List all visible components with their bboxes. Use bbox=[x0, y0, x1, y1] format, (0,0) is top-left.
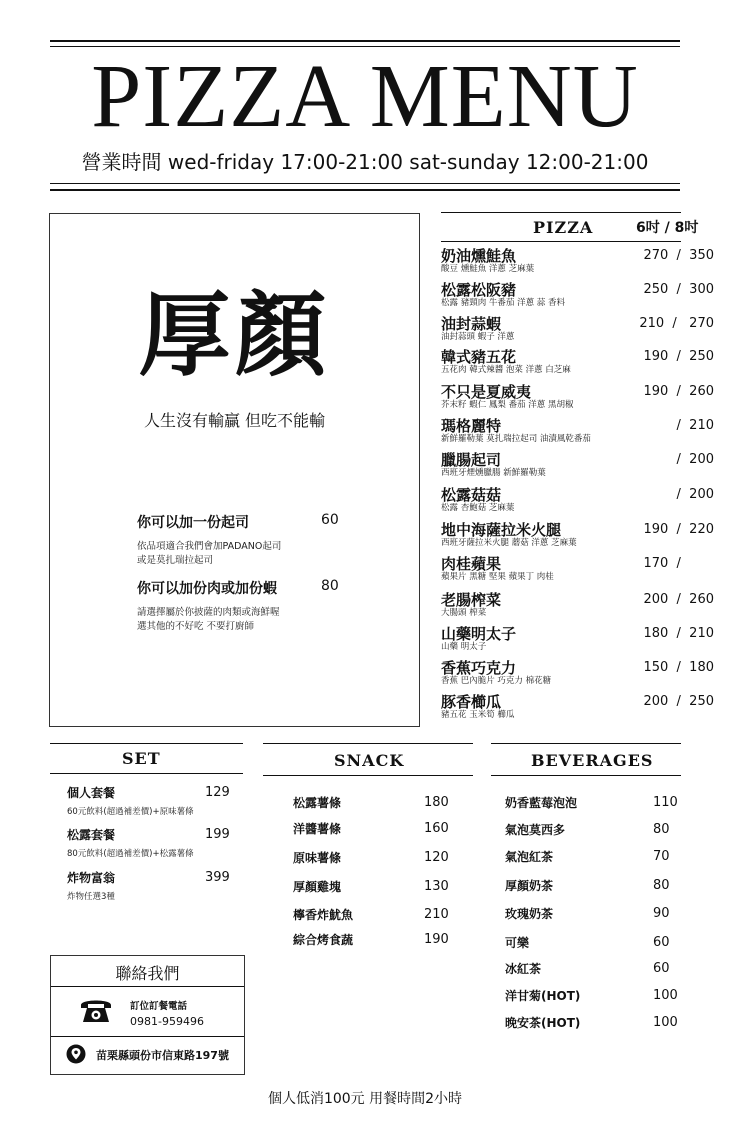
beverage-item-name: 玫瑰奶茶 bbox=[505, 907, 554, 921]
pizza-item-desc: 松露 杏鮑菇 芝麻葉 bbox=[441, 503, 515, 513]
beverage-item-price: 90 bbox=[653, 906, 670, 921]
beverages-rule-bottom bbox=[491, 775, 681, 776]
beverage-item-name: 冰紅茶 bbox=[505, 962, 542, 976]
header-rule-top bbox=[50, 40, 680, 42]
snack-item-name: 原味薯條 bbox=[293, 851, 342, 865]
snack-item-price: 180 bbox=[424, 795, 449, 810]
pizza-rule-under bbox=[441, 241, 681, 242]
pizza-item-desc: 香蕉 巴內脆片 巧克力 棉花糖 bbox=[441, 676, 552, 686]
set-item-name: 個人套餐 bbox=[67, 786, 116, 800]
pizza-item-name: 地中海薩拉米火腿 bbox=[441, 521, 562, 539]
beverage-item-price: 60 bbox=[653, 961, 670, 976]
beverage-item-name: 氣泡紅茶 bbox=[505, 850, 554, 864]
beverage-item-name: 洋甘菊(HOT) bbox=[505, 989, 581, 1003]
snack-item-name: 厚顏雞塊 bbox=[293, 880, 342, 894]
phone-number[interactable]: 0981-959496 bbox=[130, 1015, 204, 1028]
pizza-item-desc: 大腸頭 榨菜 bbox=[441, 608, 487, 618]
beverage-item-name: 厚顏奶茶 bbox=[505, 879, 554, 893]
pizza-item-name: 老腸榨菜 bbox=[441, 591, 502, 609]
snack-rule-top bbox=[263, 743, 473, 744]
snack-item-price: 190 bbox=[424, 932, 449, 947]
page-title: PIZZA MENU bbox=[91, 47, 639, 146]
pizza-item-desc: 酸豆 燻鮭魚 洋蔥 芝麻葉 bbox=[441, 264, 535, 274]
contact-box bbox=[50, 955, 245, 1075]
addon-price: 60 bbox=[321, 512, 339, 528]
pizza-item-desc: 松露 豬頸肉 牛番茄 洋蔥 蒜 香料 bbox=[441, 298, 566, 308]
telephone-icon bbox=[78, 996, 114, 1028]
contact-heading: 聯絡我們 bbox=[115, 964, 180, 983]
addon-desc: 選其他的不好吃 不要打廚師 bbox=[137, 621, 255, 632]
beverage-item-price: 100 bbox=[653, 1015, 678, 1030]
addon-name: 你可以加份肉或加份蝦 bbox=[137, 581, 277, 597]
set-item-desc: 60元飲料(超過補差價)+原味薯條 bbox=[67, 807, 194, 817]
pizza-item-price: 180 / 210 bbox=[643, 626, 714, 641]
opening-hours: 營業時間 wed-friday 17:00-21:00 sat-sunday 12:00-21:00 bbox=[81, 150, 649, 174]
snack-item-name: 檸香炸魷魚 bbox=[293, 908, 354, 922]
pizza-item-name: 不只是夏威夷 bbox=[441, 383, 532, 401]
pizza-item-name: 韓式豬五花 bbox=[441, 348, 517, 366]
set-item-name: 炸物富翁 bbox=[67, 871, 116, 885]
brand-logo: 厚顏 bbox=[138, 282, 331, 389]
contact-divider bbox=[51, 986, 244, 987]
addon-price: 80 bbox=[321, 578, 339, 594]
pizza-item-desc: 蘋果片 黑糖 堅果 蘋果丁 肉桂 bbox=[441, 572, 554, 582]
beverage-item-name: 氣泡莫西多 bbox=[505, 823, 566, 837]
pizza-item-name: 香蕉巧克力 bbox=[441, 659, 517, 677]
pizza-item-desc: 油封蒜頭 蝦子 洋蔥 bbox=[441, 332, 515, 342]
snack-heading: SNACK bbox=[334, 751, 405, 770]
pizza-item-name: 奶油燻鮭魚 bbox=[441, 247, 517, 265]
set-item-price: 129 bbox=[205, 785, 230, 800]
snack-item-price: 210 bbox=[424, 907, 449, 922]
snack-rule-bottom bbox=[263, 775, 473, 776]
pizza-item-desc: 新鮮羅勒葉 莫扎瑞拉起司 油漬風乾番茄 bbox=[441, 434, 591, 444]
brand-tagline: 人生沒有輸贏 但吃不能輸 bbox=[143, 411, 326, 430]
beverage-item-price: 70 bbox=[653, 849, 670, 864]
pizza-item-price: 170 / bbox=[643, 556, 714, 571]
pizza-sizes: 6吋 / 8吋 bbox=[636, 220, 699, 236]
address[interactable]: 苗栗縣頭份市信東路197號 bbox=[96, 1049, 229, 1062]
beverage-item-price: 80 bbox=[653, 822, 670, 837]
pizza-item-name: 油封蒜蝦 bbox=[441, 315, 502, 333]
pizza-item-name: 山藥明太子 bbox=[441, 625, 517, 643]
pizza-item-name: 松露松阪豬 bbox=[441, 281, 517, 299]
pizza-item-desc: 山藥 明太子 bbox=[441, 642, 487, 652]
pizza-item-price: 150 / 180 bbox=[643, 660, 714, 675]
pizza-item-name: 臘腸起司 bbox=[441, 451, 502, 469]
snack-item-price: 120 bbox=[424, 850, 449, 865]
beverage-item-name: 晚安茶(HOT) bbox=[505, 1016, 581, 1030]
pizza-item-price: 190 / 260 bbox=[643, 384, 714, 399]
contact-divider bbox=[51, 1036, 244, 1037]
set-rule-bottom bbox=[50, 773, 243, 774]
set-rule-top bbox=[50, 743, 243, 744]
beverage-item-price: 110 bbox=[653, 795, 678, 810]
beverages-rule-top bbox=[491, 743, 681, 744]
set-item-name: 松露套餐 bbox=[67, 828, 116, 842]
snack-item-name: 綜合烤食蔬 bbox=[293, 933, 354, 947]
set-item-price: 199 bbox=[205, 827, 230, 842]
pizza-item-desc: 西班牙薩拉米火腿 蘑菇 洋蔥 芝麻葉 bbox=[441, 538, 577, 548]
pizza-item-price: 190 / 220 bbox=[643, 522, 714, 537]
pizza-item-price: / 200 bbox=[676, 487, 714, 502]
pizza-item-price: 190 / 250 bbox=[643, 349, 714, 364]
addon-name: 你可以加一份起司 bbox=[137, 515, 249, 531]
pizza-item-price: 200 / 250 bbox=[643, 694, 714, 709]
snack-item-name: 洋醬薯條 bbox=[293, 822, 342, 836]
addon-desc: 請選擇屬於你披薩的肉類或海鮮喔 bbox=[137, 607, 280, 618]
beverage-item-price: 80 bbox=[653, 878, 670, 893]
snack-item-name: 松露薯條 bbox=[293, 796, 342, 810]
brand-box bbox=[49, 213, 420, 727]
beverages-heading: BEVERAGES bbox=[531, 751, 654, 770]
pizza-item-name: 豚香櫛瓜 bbox=[441, 693, 502, 711]
pizza-item-desc: 豬五花 玉米筍 櫛瓜 bbox=[441, 710, 515, 720]
beverage-item-name: 可樂 bbox=[505, 936, 530, 950]
pizza-item-desc: 五花肉 韓式辣醬 泡菜 洋蔥 白芝麻 bbox=[441, 365, 571, 375]
pizza-rule bbox=[441, 212, 681, 213]
pizza-item-name: 松露菇菇 bbox=[441, 486, 502, 504]
beverage-item-name: 奶香藍莓泡泡 bbox=[505, 796, 578, 810]
set-item-desc: 80元飲料(超過補差價)+松露薯條 bbox=[67, 849, 194, 859]
set-heading: SET bbox=[122, 749, 161, 768]
beverage-item-price: 60 bbox=[653, 935, 670, 950]
pizza-item-price: 270 / 350 bbox=[643, 248, 714, 263]
pizza-item-price: 210 / 270 bbox=[639, 316, 714, 331]
pizza-item-price: 250 / 300 bbox=[643, 282, 714, 297]
set-item-desc: 炸物任選3種 bbox=[67, 892, 115, 902]
location-pin-icon bbox=[66, 1044, 86, 1068]
pizza-item-name: 瑪格麗特 bbox=[441, 417, 502, 435]
addon-desc: 依品項適合我們會加PADANO起司 bbox=[137, 541, 282, 552]
pizza-item-price: 200 / 260 bbox=[643, 592, 714, 607]
header-rule-bottom-thin bbox=[50, 183, 680, 184]
snack-item-price: 160 bbox=[424, 821, 449, 836]
pizza-heading: PIZZA bbox=[533, 218, 594, 237]
pizza-item-desc: 芥末籽 蝦仁 鳳梨 番茄 洋蔥 黑胡椒 bbox=[441, 400, 574, 410]
phone-label: 訂位訂餐電話 bbox=[130, 1001, 188, 1012]
header-rule-bottom bbox=[50, 189, 680, 191]
pizza-item-desc: 西班牙煙燻臘腸 新鮮羅勒葉 bbox=[441, 468, 546, 478]
pizza-item-price: / 210 bbox=[676, 418, 714, 433]
footer-note: 個人低消100元 用餐時間2小時 bbox=[267, 1091, 463, 1107]
addon-desc: 或是莫扎瑞拉起司 bbox=[137, 555, 214, 566]
snack-item-price: 130 bbox=[424, 879, 449, 894]
pizza-item-price: / 200 bbox=[676, 452, 714, 467]
pizza-item-name: 肉桂蘋果 bbox=[441, 555, 502, 573]
set-item-price: 399 bbox=[205, 870, 230, 885]
beverage-item-price: 100 bbox=[653, 988, 678, 1003]
